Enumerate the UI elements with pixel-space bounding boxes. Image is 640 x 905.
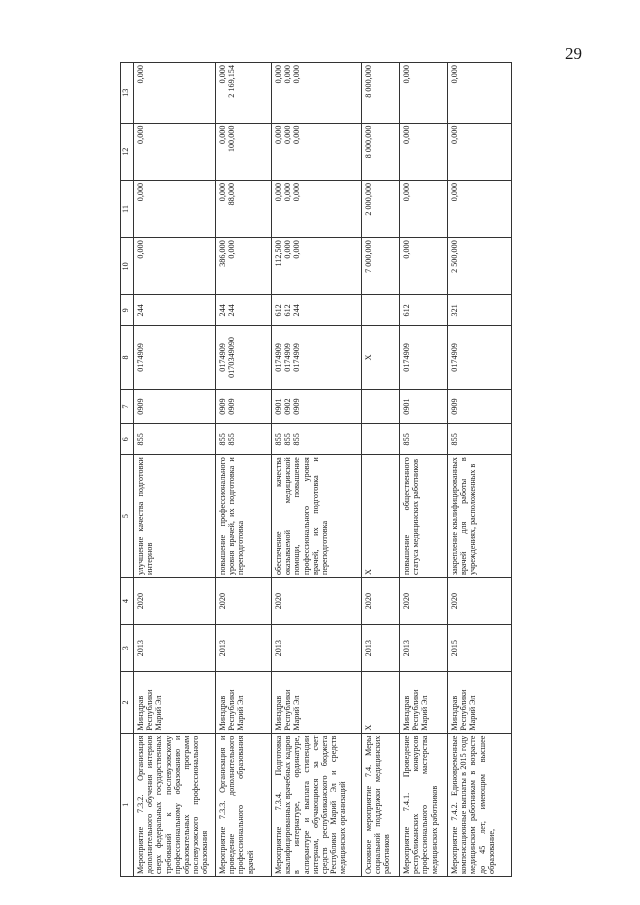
grbs-code: 855 xyxy=(400,424,448,455)
col-header-8: 8 xyxy=(121,326,134,389)
amount-col-11: 2 000,000 xyxy=(362,180,400,237)
col-header-3: 3 xyxy=(121,625,134,672)
executor: Минздрав Республики Марий Эл xyxy=(134,672,216,733)
csr-code: 0174909 xyxy=(448,326,512,389)
amount-col-10: 112,500 0,000 0,000 xyxy=(272,238,362,295)
table-row xyxy=(134,63,216,877)
expected-result: Х xyxy=(362,455,400,578)
start-year: 2013 xyxy=(400,625,448,672)
executor: Минздрав Республики Марий Эл xyxy=(448,672,512,733)
amount-col-10: 7 000,000 xyxy=(362,238,400,295)
grbs-code xyxy=(362,424,400,455)
amount-col-11: 0,000 xyxy=(134,180,216,237)
csr-code: 0174909 xyxy=(400,326,448,389)
amount-col-11: 0,000 xyxy=(448,180,512,237)
amount-col-13: 0,000 2 169,154 xyxy=(216,63,272,124)
start-year: 2013 xyxy=(134,625,216,672)
amount-col-12: 0,000 xyxy=(400,123,448,180)
amount-col-12: 0,000 xyxy=(134,123,216,180)
expected-result: повышение общественного статуса медицинских работников xyxy=(400,455,448,578)
amount-col-13: 0,000 0,000 0,000 xyxy=(272,63,362,124)
col-header-4: 4 xyxy=(121,578,134,625)
executor: Минздрав Республики Марий Эл xyxy=(400,672,448,733)
end-year: 2020 xyxy=(272,578,362,625)
rzpr-code: 0909 xyxy=(134,389,216,424)
amount-col-10: 386,000 0,000 xyxy=(216,238,272,295)
amount-col-12: 8 000,000 xyxy=(362,123,400,180)
vr-code xyxy=(362,295,400,326)
csr-code: 0174909 0174909 0174909 xyxy=(272,326,362,389)
header-row xyxy=(121,63,134,877)
expected-result: повышение профессионального уровня врачей, их подготовка и переподготовка xyxy=(216,455,272,578)
grbs-code: 855 855 855 xyxy=(272,424,362,455)
csr-code: 0174909 xyxy=(134,326,216,389)
csr-code: Х xyxy=(362,326,400,389)
end-year: 2020 xyxy=(400,578,448,625)
amount-col-13: 0,000 xyxy=(400,63,448,124)
activity-name: Мероприятие 7.3.3. Организация и проведение дополнительного профессионального образования врачей xyxy=(216,733,272,876)
rzpr-code xyxy=(362,389,400,424)
expected-result: обеспечение качества оказываемой медицинской помощи, повышение профессионального уровня врачей, их подготовка и переподготовка xyxy=(272,455,362,578)
start-year: 2013 xyxy=(362,625,400,672)
vr-code: 321 xyxy=(448,295,512,326)
col-header-11: 11 xyxy=(121,180,134,237)
table-row xyxy=(362,63,400,877)
executor: Минздрав Республики Марий Эл xyxy=(216,672,272,733)
col-header-9: 9 xyxy=(121,295,134,326)
activity-name: Мероприятие 7.3.2. Организация дополнительного обучения интернов сверх федеральных государственных требований к послевузовскому профессиональному образованию и образовательных программ послевузовского профессионального образования xyxy=(134,733,216,876)
amount-col-11: 0,000 0,000 0,000 xyxy=(272,180,362,237)
col-header-12: 12 xyxy=(121,123,134,180)
col-header-2: 2 xyxy=(121,672,134,733)
activity-name: Мероприятие 7.4.1. Проведение республиканских конкурсов профессионального мастерства медицинских работников xyxy=(400,733,448,876)
vr-code: 612 612 244 xyxy=(272,295,362,326)
program-activities-table xyxy=(120,62,512,877)
col-header-13: 13 xyxy=(121,63,134,124)
rzpr-code: 0901 0902 0909 xyxy=(272,389,362,424)
vr-code: 612 xyxy=(400,295,448,326)
end-year: 2020 xyxy=(448,578,512,625)
amount-col-12: 0,000 xyxy=(448,123,512,180)
amount-col-12: 0,000 0,000 0,000 xyxy=(272,123,362,180)
rzpr-code: 0909 0909 xyxy=(216,389,272,424)
rotated-table-container xyxy=(120,62,560,877)
amount-col-12: 0,000 100,000 xyxy=(216,123,272,180)
vr-code: 244 xyxy=(134,295,216,326)
table-row xyxy=(216,63,272,877)
start-year: 2013 xyxy=(272,625,362,672)
table-row xyxy=(272,63,362,877)
col-header-5: 5 xyxy=(121,455,134,578)
executor: Минздрав Республики Марий Эл xyxy=(272,672,362,733)
grbs-code: 855 xyxy=(448,424,512,455)
expected-result: закрепление квалифицированных врачей для работы в учреждениях, расположенных в xyxy=(448,455,512,578)
grbs-code: 855 xyxy=(134,424,216,455)
table-row xyxy=(400,63,448,877)
amount-col-11: 0,000 88,000 xyxy=(216,180,272,237)
amount-col-13: 0,000 xyxy=(448,63,512,124)
table-row xyxy=(448,63,512,877)
executor: Х xyxy=(362,672,400,733)
start-year: 2013 xyxy=(216,625,272,672)
csr-code: 0174909 0170349090 xyxy=(216,326,272,389)
col-header-10: 10 xyxy=(121,238,134,295)
col-header-7: 7 xyxy=(121,389,134,424)
end-year: 2020 xyxy=(362,578,400,625)
page-number: 29 xyxy=(565,44,582,63)
activity-name: Мероприятие 7.3.4. Подготовка квалифицированных врачебных кадров в интернатуре, ординатуре, аспирантуре и выплата стипендии интернам, обучающимся за счет средств республиканского бюджета Республики Марий Эл и средств медицинских организаций xyxy=(272,733,362,876)
amount-col-10: 0,000 xyxy=(400,238,448,295)
rzpr-code: 0901 xyxy=(400,389,448,424)
end-year: 2020 xyxy=(134,578,216,625)
start-year: 2015 xyxy=(448,625,512,672)
amount-col-10: 0,000 xyxy=(134,238,216,295)
expected-result: улучшение качества подготовки интернов xyxy=(134,455,216,578)
activity-name: Мероприятие 7.4.2. Единовременные компенсационные выплаты в 2015 году медицинским работникам в возрасте до 45 лет, имеющим высшее образование, xyxy=(448,733,512,876)
amount-col-11: 0,000 xyxy=(400,180,448,237)
rzpr-code: 0909 xyxy=(448,389,512,424)
vr-code: 244 244 xyxy=(216,295,272,326)
activity-name: Основное мероприятие 7.4. Меры социальной поддержки медицинских работников xyxy=(362,733,400,876)
amount-col-13: 8 000,000 xyxy=(362,63,400,124)
col-header-1: 1 xyxy=(121,733,134,876)
amount-col-13: 0,000 xyxy=(134,63,216,124)
col-header-6: 6 xyxy=(121,424,134,455)
grbs-code: 855 855 xyxy=(216,424,272,455)
amount-col-10: 2 500,000 xyxy=(448,238,512,295)
end-year: 2020 xyxy=(216,578,272,625)
